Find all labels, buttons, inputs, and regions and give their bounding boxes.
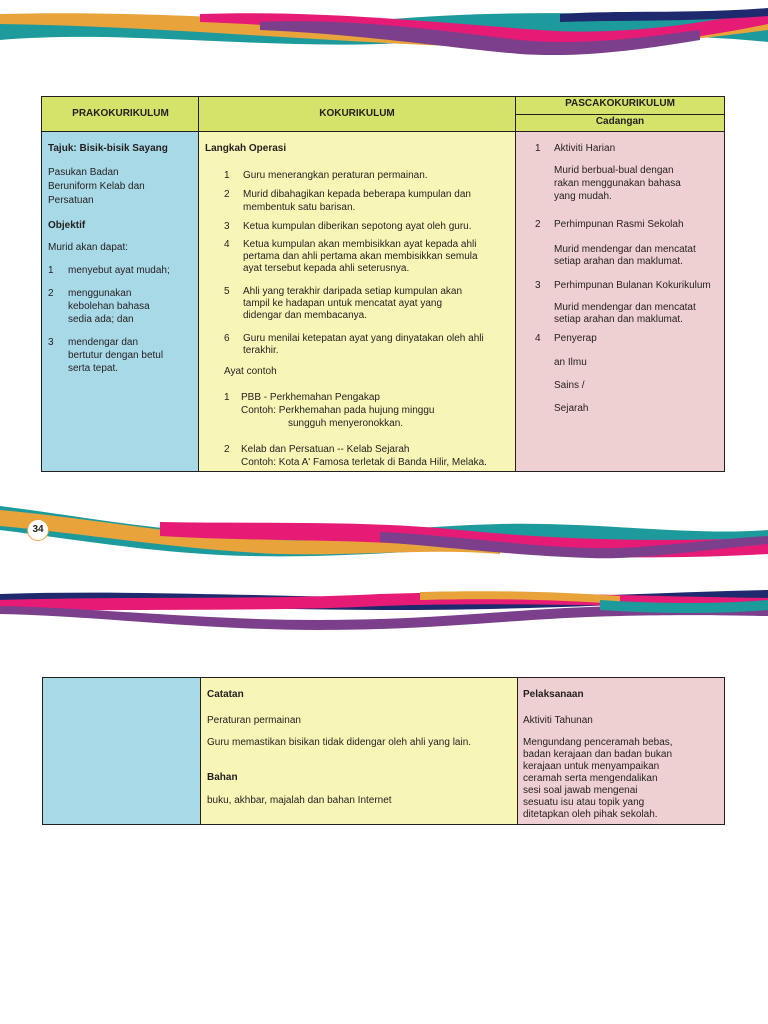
example-1-num: 1 bbox=[224, 392, 230, 403]
step-5-line-3: didengar dan membacanya. bbox=[243, 310, 367, 321]
pelaksanaan-desc-3: kerajaan untuk menyampaikan bbox=[523, 761, 660, 772]
step-5-line-2: tampil ke hadapan untuk mencatat ayat yang bbox=[243, 298, 443, 309]
step-2-line-2: membentuk satu barisan. bbox=[243, 202, 356, 213]
objective-2-line-2: kebolehan bahasa bbox=[68, 301, 150, 312]
step-2-line-1: Murid dibahagikan kepada beberapa kumpulan dan bbox=[243, 189, 471, 200]
pasca-4-num: 4 bbox=[535, 333, 541, 344]
top-decorative-wave bbox=[0, 0, 768, 62]
pelaksanaan-desc-1: Mengundang penceramah bebas, bbox=[523, 737, 673, 748]
pelaksanaan-cell bbox=[518, 678, 724, 824]
objective-3-line-3: serta tepat. bbox=[68, 363, 119, 374]
step-4-line-2: pertama dan ahli pertama akan membisikkan semula bbox=[243, 251, 478, 262]
pasca-3-title: Perhimpunan Bulanan Kokurikulum bbox=[554, 280, 711, 291]
step-4-num: 4 bbox=[224, 239, 230, 250]
step-1-line-1: Guru menerangkan peraturan permainan. bbox=[243, 170, 428, 181]
tajuk-title: Tajuk: Bisik-bisik Sayang bbox=[48, 143, 168, 154]
notes-blank-cell bbox=[43, 678, 201, 824]
header-ko-label: KOKURIKULUM bbox=[319, 108, 395, 119]
notes-table bbox=[42, 677, 725, 825]
objective-2-num: 2 bbox=[48, 288, 54, 299]
bahan-list: buku, akhbar, majalah dan bahan Internet bbox=[207, 795, 392, 806]
pasca-3-desc-1: Murid mendengar dan mencatat bbox=[554, 302, 696, 313]
pasca-4-title: Penyerap bbox=[554, 333, 597, 344]
pasukan-line-3: Persatuan bbox=[48, 195, 94, 206]
page-number: 34 bbox=[27, 519, 49, 541]
pasca-extra-1: an Ilmu bbox=[554, 357, 587, 368]
objective-2-line-1: menggunakan bbox=[68, 288, 132, 299]
pasukan-line-2: Beruniform Kelab dan bbox=[48, 181, 145, 192]
step-5-num: 5 bbox=[224, 286, 230, 297]
pasca-extra-3: Sejarah bbox=[554, 403, 589, 414]
pelaksanaan-desc-5: sesi soal jawab mengenai bbox=[523, 785, 638, 796]
example-1-line-1: Contoh: Perkhemahan pada hujung minggu bbox=[241, 405, 435, 416]
catatan-cell bbox=[201, 678, 518, 824]
step-4-line-1: Ketua kumpulan akan membisikkan ayat kepada ahli bbox=[243, 239, 477, 250]
step-4-line-3: ayat tersebut kepada ahli seterusnya. bbox=[243, 263, 410, 274]
pasca-3-num: 3 bbox=[535, 280, 541, 291]
pasca-1-desc-1: Murid berbual-bual dengan bbox=[554, 165, 674, 176]
header-pra-label: PRAKOKURIKULUM bbox=[72, 108, 169, 119]
lower-decorative-wave bbox=[0, 586, 768, 636]
pasca-2-title: Perhimpunan Rasmi Sekolah bbox=[554, 219, 684, 230]
pasca-2-desc-1: Murid mendengar dan mencatat bbox=[554, 244, 696, 255]
pasca-2-num: 2 bbox=[535, 219, 541, 230]
bahan-heading: Bahan bbox=[207, 772, 238, 783]
header-kokurikulum bbox=[199, 97, 516, 132]
prakokurikulum-cell bbox=[42, 132, 199, 471]
objektif-heading: Objektif bbox=[48, 220, 86, 231]
step-3-num: 3 bbox=[224, 221, 230, 232]
middle-decorative-wave bbox=[0, 496, 768, 566]
objective-1-line-1: menyebut ayat mudah; bbox=[68, 265, 170, 276]
step-5-line-1: Ahli yang terakhir daripada setiap kumpulan akan bbox=[243, 286, 463, 297]
langkah-title: Langkah Operasi bbox=[205, 143, 287, 154]
objective-2-line-3: sedia ada; dan bbox=[68, 314, 134, 325]
step-2-num: 2 bbox=[224, 189, 230, 200]
peraturan-text: Peraturan permainan bbox=[207, 715, 301, 726]
pasca-1-title: Aktiviti Harian bbox=[554, 143, 616, 154]
pasukan-line-1: Pasukan Badan bbox=[48, 167, 119, 178]
pelaksanaan-desc-2: badan kerajaan dan badan bukan bbox=[523, 749, 673, 760]
header-pascakokurikulum bbox=[516, 97, 724, 115]
example-2-num: 2 bbox=[224, 444, 230, 455]
objective-3-line-1: mendengar dan bbox=[68, 337, 139, 348]
pasca-1-num: 1 bbox=[535, 143, 541, 154]
example-1-line-2: sungguh menyeronokkan. bbox=[288, 418, 404, 429]
objective-1-num: 1 bbox=[48, 265, 54, 276]
header-cadangan bbox=[516, 115, 724, 132]
pelaksanaan-desc-7: ditetapkan oleh pihak sekolah. bbox=[523, 809, 658, 820]
pasca-extra-2: Sains / bbox=[554, 380, 585, 391]
pasca-1-desc-3: yang mudah. bbox=[554, 191, 612, 202]
ayat-contoh-label: Ayat contoh bbox=[224, 366, 277, 377]
step-1-num: 1 bbox=[224, 170, 230, 181]
pelaksanaan-desc-6: sesuatu isu atau topik yang bbox=[523, 797, 645, 808]
guru-text: Guru memastikan bisikan tidak didengar oleh ahli yang lain. bbox=[207, 737, 472, 748]
pasca-2-desc-2: setiap arahan dan maklumat. bbox=[554, 256, 683, 267]
step-3-line-1: Ketua kumpulan diberikan sepotong ayat oleh guru. bbox=[243, 221, 472, 232]
pelaksanaan-heading: Pelaksanaan bbox=[523, 689, 584, 700]
objective-3-line-2: bertutur dengan betul bbox=[68, 350, 164, 361]
pelaksanaan-desc-4: ceramah serta mengendalikan bbox=[523, 773, 658, 784]
pasca-3-desc-2: setiap arahan dan maklumat. bbox=[554, 314, 683, 325]
aktiviti-tahunan: Aktiviti Tahunan bbox=[523, 715, 593, 726]
pascakokurikulum-cell bbox=[516, 132, 724, 471]
pasca-1-desc-2: rakan menggunakan bahasa bbox=[554, 178, 681, 189]
header-cadangan-label: Cadangan bbox=[595, 116, 645, 127]
objective-3-num: 3 bbox=[48, 337, 54, 348]
step-6-num: 6 bbox=[224, 333, 230, 344]
curriculum-table bbox=[41, 96, 725, 472]
example-2-title: Kelab dan Persatuan -- Kelab Sejarah bbox=[241, 444, 410, 455]
example-2-line-1: Contoh: Kota A' Famosa terletak di Banda Hilir, Melaka. bbox=[241, 457, 487, 468]
step-6-line-1: Guru menilai ketepatan ayat yang dinyatakan oleh ahli bbox=[243, 333, 484, 344]
catatan-heading: Catatan bbox=[207, 689, 244, 700]
example-1-title: PBB - Perkhemahan Pengakap bbox=[241, 392, 380, 403]
header-prakokurikulum bbox=[42, 97, 199, 132]
header-pasca-label: PASCAKOKURIKULUM bbox=[565, 98, 675, 109]
kokurikulum-cell bbox=[199, 132, 516, 471]
step-6-line-2: terakhir. bbox=[243, 345, 279, 356]
murid-intro: Murid akan dapat: bbox=[48, 242, 129, 253]
